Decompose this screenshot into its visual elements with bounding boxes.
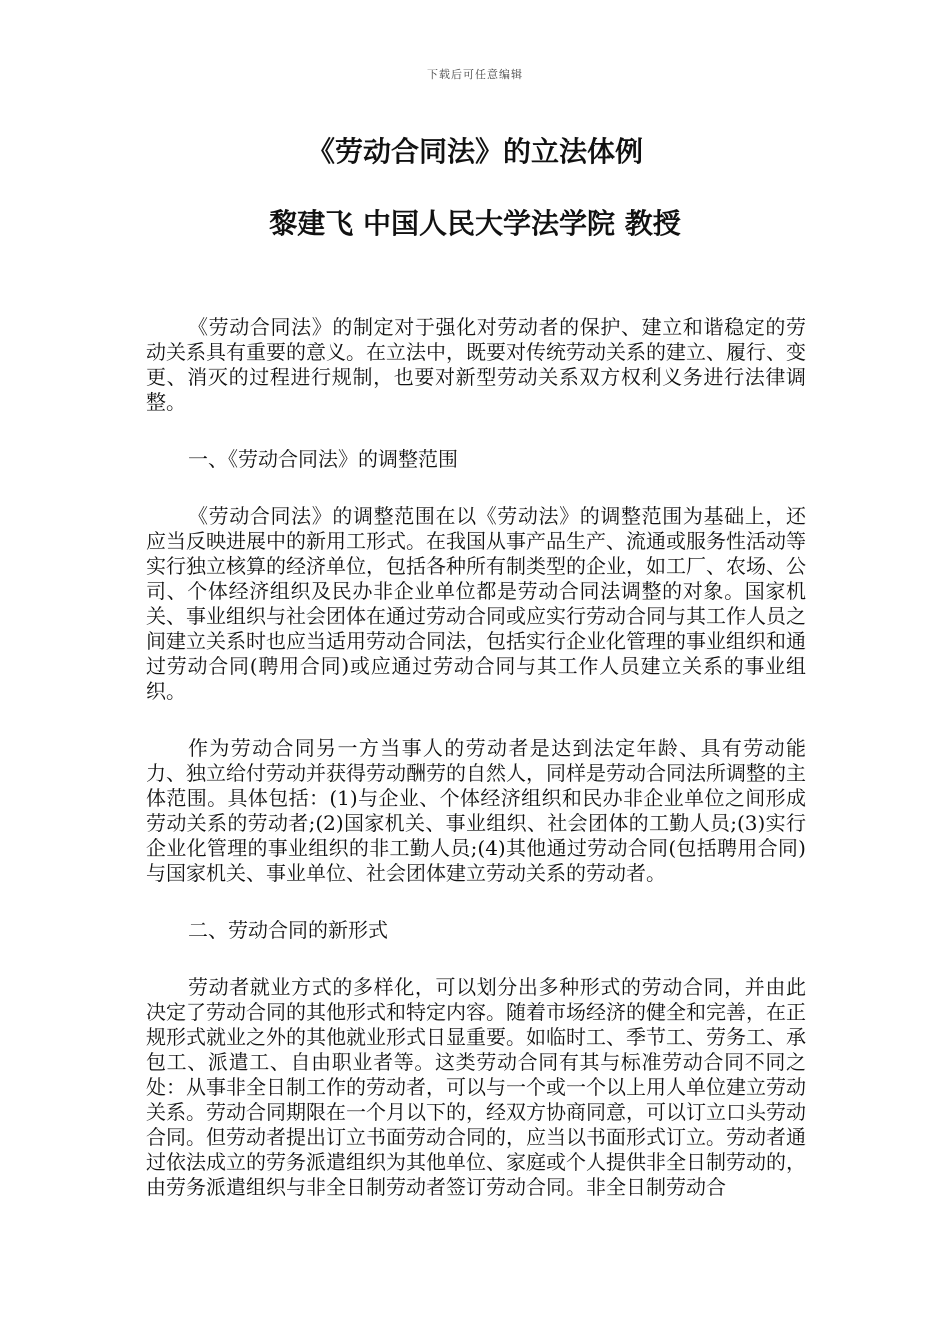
document-title: 《劳动合同法》的立法体例 bbox=[306, 135, 643, 168]
author-line: 黎建飞 中国人民大学法学院 教授 bbox=[269, 207, 681, 240]
scope-paragraph: 《劳动合同法》的调整范围在以《劳动法》的调整范围为基础上，还应当反映进展中的新用工形式。在我国从事产品生产、流通或服务性活动等实行独立核算的经济单位，包括各种所有制类型的企业，如工厂、农场、公司、个体经济组织及民办非企业单位都是劳动合同法调整的对象。国家机关、事业组织与社会团体在通过劳动合同或应实行劳动合同与其工作人员之间建立关系时也应当适用劳动合同法，包括实行企业化管理的事业组织和通过劳动合同(聘用合同)或应通过劳动合同与其工作人员建立关系的事业组织。 bbox=[146, 504, 806, 703]
worker-paragraph: 作为劳动合同另一方当事人的劳动者是达到法定年龄、具有劳动能力、独立给付劳动并获得劳动酬劳的自然人，同样是劳动合同法所调整的主体范围。具体包括：(1)与企业、个体经济组织和民办非企业单位之间形成劳动关系的劳动者;(2)国家机关、事业组织、社会团体的工勤人员;(3)实行企业化管理的事业组织的非工勤人员;(4)其他通过劳动合同(包括聘用合同)与国家机关、事业单位、社会团体建立劳动关系的劳动者。 bbox=[146, 736, 806, 885]
new-forms-paragraph: 劳动者就业方式的多样化，可以划分出多种形式的劳动合同，并由此决定了劳动合同的其他形式和特定内容。随着市场经济的健全和完善，在正规形式就业之外的其他就业形式日显重要。如临时工、季节工、劳务工、承包工、派遣工、自由职业者等。这类劳动合同有其与标准劳动合同不同之处：从事非全日制工作的劳动者，可以与一个或一个以上用人单位建立劳动关系。劳动合同期限在一个月以下的，经双方协商同意，可以订立口头劳动合同。但劳动者提出订立书面劳动合同的，应当以书面形式订立。劳动者通过依法成立的劳务派遣组织为其他单位、家庭或个人提供非全日制劳动的，由劳务派遣组织与非全日制劳动者签订劳动合同。非全日制劳动合 bbox=[146, 975, 806, 1199]
intro-paragraph: 《劳动合同法》的制定对于强化对劳动者的保护、建立和谐稳定的劳动关系具有重要的意义。在立法中，既要对传统劳动关系的建立、履行、变更、消灭的过程进行规制，也要对新型劳动关系双方权利义务进行法律调整。 bbox=[146, 315, 806, 414]
header-note: 下载后可任意编辑 bbox=[427, 68, 523, 81]
section-heading-new-forms: 二、劳动合同的新形式 bbox=[188, 918, 388, 942]
document-body bbox=[146, 315, 806, 1200]
section-heading-scope: 一、《劳动合同法》的调整范围 bbox=[188, 447, 458, 471]
